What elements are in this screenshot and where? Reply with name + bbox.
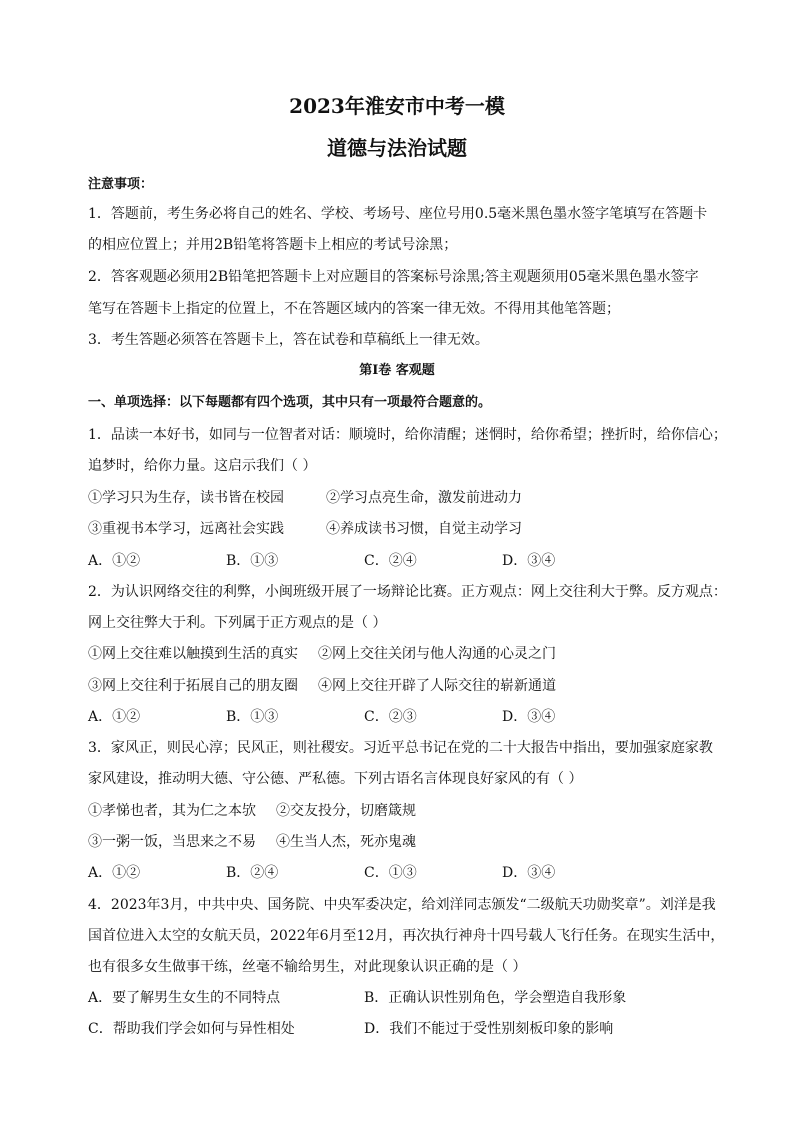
q1-stem-line-1: 1．品读一本好书，如同与一位智者对话：顺境时，给你清醒；迷惘时，给你希望；挫折时，给你信心； — [88, 427, 727, 443]
q2-statement-4: ④网上交往开辟了人际交往的崭新通道 — [318, 678, 556, 694]
q4-stem-line-1: 4．2023年3月，中共中央、国务院、中央军委决定，给刘洋同志颁发“二级航天功勋奖章”。刘洋是我 — [88, 897, 716, 913]
q4-stem-line-3: 也有很多女生做事干练，丝毫不输给男生，对此现象认识正确的是（ ） — [88, 959, 527, 975]
section-title: 第Ⅰ卷 客观题 — [359, 363, 435, 378]
q1-statement-3: ③重视书本学习，远离社会实践 — [88, 521, 284, 537]
q4-option-b: B．正确认识性别角色，学会塑造自我形象 — [364, 990, 627, 1006]
notice-item-2-line-1: 2．答客观题必须用2B铅笔把答题卡上对应题目的答案标号涂黑;答主观题须用05毫米黑色墨水签字 — [88, 269, 699, 285]
q2-statement-3: ③网上交往利于拓展自己的朋友圈 — [88, 678, 298, 694]
notice-item-1-line-2: 的相应位置上；并用2B铅笔将答题卡上相应的考试号涂黑； — [88, 237, 458, 253]
q2-statement-2: ②网上交往关闭与他人沟通的心灵之门 — [318, 646, 556, 662]
exam-subtitle: 道德与法治试题 — [327, 136, 467, 160]
q4-option-c: C．帮助我们学会如何与异性相处 — [88, 1021, 295, 1037]
q1-statement-4: ④养成读书习惯，自觉主动学习 — [326, 521, 522, 537]
q1-statement-2: ②学习点亮生命，激发前进动力 — [326, 490, 522, 506]
q1-option-c: C．②④ — [364, 553, 417, 569]
part-heading: 一、单项选择：以下每题都有四个选项，其中只有一项最符合题意的。 — [88, 395, 492, 410]
q3-statement-2: ②交友投分，切磨箴规 — [276, 803, 416, 819]
q2-option-c: C．②③ — [364, 709, 417, 725]
q2-stem-line-1: 2．为认识网络交往的利弊，小闽班级开展了一场辩论比赛。正方观点：网上交往利大于弊。反方观点： — [88, 584, 727, 600]
q3-option-a: A．①② — [88, 865, 141, 881]
q2-option-a: A．①② — [88, 709, 141, 725]
q1-option-d: D．③④ — [502, 553, 556, 569]
q3-option-d: D．③④ — [502, 865, 556, 881]
exam-title: 2023年淮安市中考一模 — [289, 94, 505, 118]
q2-option-b: B．①③ — [226, 709, 279, 725]
notice-item-1-line-1: 1．答题前，考生务必将自己的姓名、学校、考场号、座位号用0.5毫米黑色墨水签字笔填写在答题卡 — [88, 206, 708, 222]
q4-stem-line-2: 国首位进入太空的女航天员，2022年6月至12月，再次执行神舟十四号载人飞行任务。在现实生活中， — [88, 928, 725, 944]
q3-option-c: C．①③ — [364, 865, 417, 881]
q3-stem-line-1: 3．家风正，则民心淳；民风正，则社稷安。习近平总书记在党的二十大报告中指出，要加强家庭家教 — [88, 740, 713, 756]
q1-option-a: A．①② — [88, 553, 141, 569]
q3-statement-4: ④生当人杰，死亦鬼魂 — [276, 834, 416, 850]
q1-statement-1: ①学习只为生存，读书皆在校园 — [88, 490, 284, 506]
notice-heading: 注意事项： — [88, 177, 154, 192]
q2-statement-1: ①网上交往难以触摸到生活的真实 — [88, 646, 298, 662]
q2-option-d: D．③④ — [502, 709, 556, 725]
notice-item-3: 3．考生答题必须答在答题卡上，答在试卷和草稿纸上一律无效。 — [88, 332, 489, 348]
q2-stem-line-2: 网上交往弊大于利。下列属于正方观点的是（ ） — [88, 615, 387, 631]
notice-item-2-line-2: 笔写在答题卡上指定的位置上，不在答题区域内的答案一律无效。不得用其他笔答题； — [88, 301, 620, 317]
q1-stem-line-2: 追梦时，给你力量。这启示我们（ ） — [88, 458, 317, 474]
q3-stem-line-2: 家风建设，推动明大德、守公德、严私德。下列古语名言体现良好家风的有（ ） — [88, 771, 583, 787]
q4-option-a: A．要了解男生女生的不同特点 — [88, 990, 281, 1006]
q3-option-b: B．②④ — [226, 865, 279, 881]
q4-option-d: D．我们不能过于受性别刻板印象的影响 — [364, 1021, 614, 1037]
q3-statement-1: ①孝悌也者，其为仁之本欤 — [88, 803, 256, 819]
q3-statement-3: ③一粥一饭，当思来之不易 — [88, 834, 256, 850]
q1-option-b: B．①③ — [226, 553, 279, 569]
